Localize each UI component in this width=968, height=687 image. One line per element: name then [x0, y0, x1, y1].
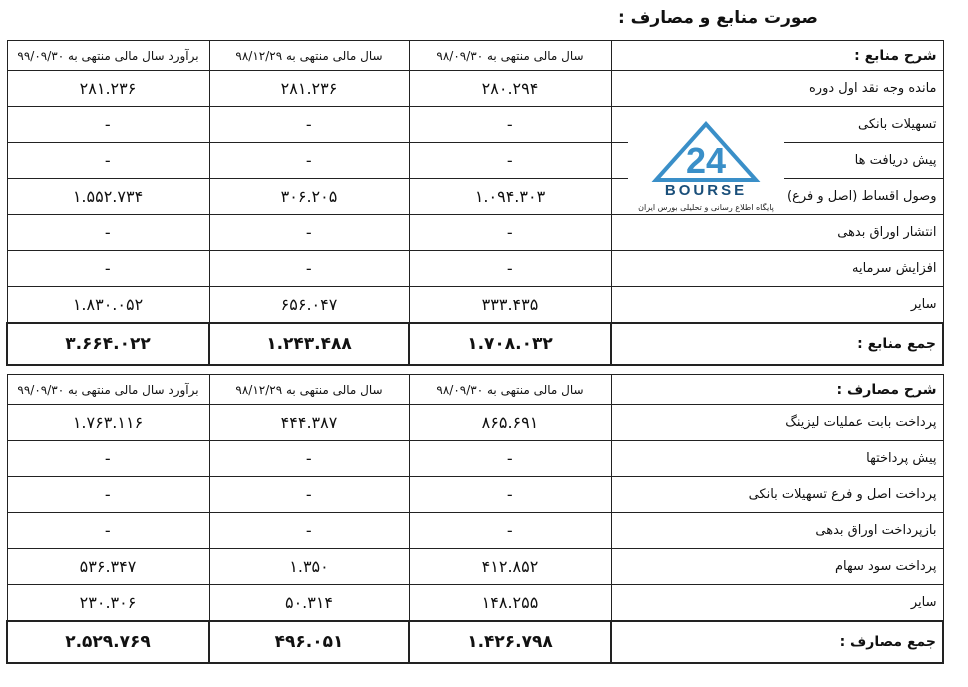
uses-header-col1: سال مالی منتهی به ۹۸/۰۹/۳۰ [409, 375, 611, 405]
cell-col1: ۱.۰۹۴.۳۰۳ [409, 179, 611, 215]
row-label: پرداخت اصل و فرع تسهیلات بانکی [611, 477, 943, 513]
sources-header-col1: سال مالی منتهی به ۹۸/۰۹/۳۰ [409, 41, 611, 71]
cell-col3: - [7, 441, 209, 477]
uses-table [6, 374, 944, 664]
cell-col1: - [409, 107, 611, 143]
table-row [7, 549, 943, 585]
table-row [7, 513, 943, 549]
cell-col1: ۱۴۸.۲۵۵ [409, 585, 611, 621]
row-label: وصول اقساط (اصل و فرع) [611, 179, 943, 215]
total-col2: ۱.۲۴۳.۴۸۸ [209, 323, 409, 365]
row-label: پرداخت سود سهام [611, 549, 943, 585]
bourse24-logo-icon [628, 118, 784, 198]
table-row [7, 143, 943, 179]
table-row [7, 441, 943, 477]
cell-col2: - [209, 107, 409, 143]
logo-wordmark: BOURSE [664, 182, 748, 198]
cell-col3: ۱.۷۶۳.۱۱۶ [7, 405, 209, 441]
sources-table [6, 40, 944, 366]
cell-col3: ۵۳۶.۳۴۷ [7, 549, 209, 585]
cell-col3: - [7, 477, 209, 513]
row-label: مانده وجه نقد اول دوره [611, 71, 943, 107]
cell-col3: ۲۸۱.۲۳۶ [7, 71, 209, 107]
total-col3: ۳.۶۶۴.۰۲۲ [7, 323, 209, 365]
table-row [7, 179, 943, 215]
row-label: تسهیلات بانکی [611, 107, 943, 143]
logo-mark: 24 [685, 140, 727, 181]
row-label: پرداخت بابت عملیات لیزینگ [611, 405, 943, 441]
cell-col3: ۱.۵۵۲.۷۳۴ [7, 179, 209, 215]
table-row [7, 215, 943, 251]
cell-col1: - [409, 477, 611, 513]
sources-header-row [7, 41, 943, 71]
cell-col3: ۱.۸۳۰.۰۵۲ [7, 287, 209, 323]
total-label: جمع مصارف : [611, 621, 943, 663]
table-row [7, 107, 943, 143]
uses-header-col2: سال مالی منتهی به ۹۸/۱۲/۲۹ [209, 375, 409, 405]
uses-total-row [7, 621, 943, 663]
cell-col1: ۲۸۰.۲۹۴ [409, 71, 611, 107]
cell-col1: - [409, 513, 611, 549]
sources-header-col3: برآورد سال مالی منتهی به ۹۹/۰۹/۳۰ [7, 41, 209, 71]
cell-col2: ۵۰.۳۱۴ [209, 585, 409, 621]
table-row [7, 585, 943, 621]
cell-col2: ۶۵۶.۰۴۷ [209, 287, 409, 323]
cell-col1: ۳۳۳.۴۳۵ [409, 287, 611, 323]
cell-col3: - [7, 513, 209, 549]
cell-col3: - [7, 215, 209, 251]
row-label: بازپرداخت اوراق بدهی [611, 513, 943, 549]
cell-col1: ۴۱۲.۸۵۲ [409, 549, 611, 585]
total-col1: ۱.۷۰۸.۰۳۲ [409, 323, 611, 365]
cell-col2: - [209, 441, 409, 477]
cell-col3: - [7, 107, 209, 143]
cell-col1: - [409, 251, 611, 287]
uses-header-label: شرح مصارف : [611, 375, 943, 405]
total-col1: ۱.۴۲۶.۷۹۸ [409, 621, 611, 663]
cell-col2: ۴۴۴.۳۸۷ [209, 405, 409, 441]
cell-col2: - [209, 143, 409, 179]
table-row [7, 251, 943, 287]
row-label: پیش دریافت ها [611, 143, 943, 179]
row-label: سایر [611, 287, 943, 323]
cell-col2: ۲۸۱.۲۳۶ [209, 71, 409, 107]
cell-col2: - [209, 477, 409, 513]
cell-col3: - [7, 143, 209, 179]
bourse24-watermark-logo [628, 118, 784, 214]
cell-col1: - [409, 441, 611, 477]
table-row [7, 477, 943, 513]
cell-col2: - [209, 251, 409, 287]
table-row [7, 287, 943, 323]
table-row [7, 71, 943, 107]
cell-col2: - [209, 215, 409, 251]
total-col2: ۴۹۶.۰۵۱ [209, 621, 409, 663]
table-row [7, 405, 943, 441]
cell-col1: - [409, 215, 611, 251]
cell-col1: ۸۶۵.۶۹۱ [409, 405, 611, 441]
uses-header-row [7, 375, 943, 405]
sources-header-col2: سال مالی منتهی به ۹۸/۱۲/۲۹ [209, 41, 409, 71]
total-label: جمع منابع : [611, 323, 943, 365]
row-label: پیش پرداختها [611, 441, 943, 477]
logo-caption: پایگاه اطلاع رسانی و تحلیلی بورس ایران [638, 203, 774, 212]
cell-col1: - [409, 143, 611, 179]
sources-total-row [7, 323, 943, 365]
cell-col3: - [7, 251, 209, 287]
cell-col2: - [209, 513, 409, 549]
cell-col3: ۲۳۰.۳۰۶ [7, 585, 209, 621]
row-label: افزایش سرمایه [611, 251, 943, 287]
total-col3: ۲.۵۲۹.۷۶۹ [7, 621, 209, 663]
cell-col2: ۳۰۶.۲۰۵ [209, 179, 409, 215]
cell-col2: ۱.۳۵۰ [209, 549, 409, 585]
page-title: صورت منابع و مصارف : [617, 8, 818, 28]
row-label: انتشار اوراق بدهی [611, 215, 943, 251]
sources-header-label: شرح منابع : [611, 41, 943, 71]
row-label: سایر [611, 585, 943, 621]
uses-header-col3: برآورد سال مالی منتهی به ۹۹/۰۹/۳۰ [7, 375, 209, 405]
